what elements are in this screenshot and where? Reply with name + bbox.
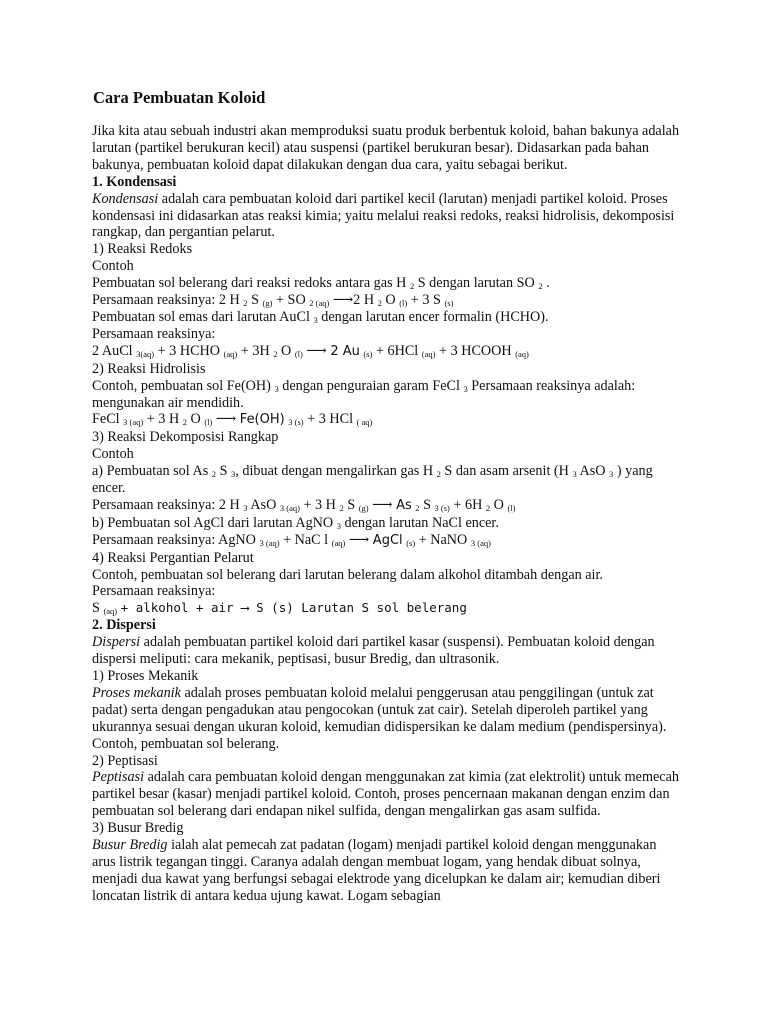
hidrolisis-text: Contoh, pembuatan sol Fe(OH) $_3$ dengan penguraian garam FeCl $_3$ Persamaan reaksinya adalah: mengunakan air mendidih.	[92, 377, 636, 411]
pelarut-equation: S $_{(aq)}$ + alkohol + air ⟶ S (s) Larutan S sol belerang	[92, 600, 467, 617]
bredig-paragraph: Busur Bredig ialah alat pemecah zat padatan (logam) menjadi partikel koloid dengan menggunakan arus listrik tegangan tinggi. Caranya adalah dengan membuat logam, yang hendak dibuat solnya, menjadi dua kawat yang berfungsi sebagai elektrode yang dicelupkan ke dalam air; kemudian diberi loncatan listrik di antara kedua ujung kawat. Logam sebagian	[92, 837, 661, 904]
page-title: Cara Pembuatan Koloid	[93, 88, 266, 107]
subheading-peptisasi: 2) Peptisasi	[92, 752, 158, 769]
section-heading-dispersi: 2. Dispersi	[92, 617, 156, 634]
subheading-hidrolisis: 2) Reaksi Hidrolisis	[92, 360, 206, 377]
dekomposisi-equation-a: Persamaan reaksinya: 2 H $_3$ AsO $_{3 (aq)}$ + 3 H $_2$ S $_{(g)}$ ⟶ As $_2$ S $_{3 (s)}$ + 6H $_2$ O $_{(l)}$	[92, 496, 516, 513]
term-peptisasi: Peptisasi	[92, 769, 145, 786]
subheading-bredig: 3) Busur Bredig	[92, 820, 184, 837]
term-dispersi: Dispersi	[92, 634, 141, 651]
hidrolisis-equation: FeCl $_{3 (aq)}$ + 3 H $_2$ O $_{(l)}$ ⟶ Fe(OH) $_{3 (s)}$ + 3 HCl $_{( aq)}$	[92, 411, 373, 428]
redoks-text-1: Pembuatan sol belerang dari reaksi redoks antara gas H $_2$ S dengan larutan SO $_2$ .	[92, 275, 550, 292]
kondensasi-paragraph	[92, 191, 682, 242]
term-mekanik: Proses mekanik	[92, 684, 181, 701]
intro-paragraph: Jika kita atau sebuah industri akan memproduksi suatu produk berbentuk koloid, bahan bakunya adalah larutan (partikel berukuran kecil) atau suspensi (partikel berukuran besar). Didasarkan pada bahan bakunya, pembuatan koloid dapat dilakukan dengan dua cara, yaitu sebagai berikut.	[92, 123, 680, 173]
redoks-equation-2: 2 AuCl $_{3(aq)}$ + 3 HCHO $_{(aq)}$ + 3H $_2$ O $_{(l)}$ ⟶ 2 Au $_{(s)}$ + 6HCl $_{(aq)}$ + 3 HCOOH $_{(aq)}$	[92, 342, 529, 359]
subheading-pelarut: 4) Reaksi Pergantian Pelarut	[92, 549, 254, 566]
dispersi-paragraph: Dispersi adalah pembuatan partikel koloid dari partikel kasar (suspensi). Pembuatan koloid dengan dispersi meliputi: cara mekanik, peptisasi, busur Bredig, dan ultrasonik.	[92, 634, 655, 668]
pelarut-text: Contoh, pembuatan sol belerang dari larutan belerang dalam alkohol ditambah dengan air.	[92, 566, 603, 583]
subheading-mekanik: 1) Proses Mekanik	[92, 668, 199, 684]
pelarut-equation-label: Persamaan reaksinya:	[92, 583, 216, 600]
term-kondensasi: Kondensasi	[92, 190, 159, 207]
redoks-equation-label-2: Persamaan reaksinya:	[92, 325, 216, 342]
label-contoh-2: Contoh	[92, 446, 134, 463]
term-bredig: Busur Bredig	[92, 837, 168, 854]
section-heading-kondensasi: 1. Kondensasi	[92, 173, 177, 190]
redoks-equation-1: Persamaan reaksinya: 2 H $_2$ S $_{(g)}$ + SO $_{2 (aq)}$ ⟶2 H $_2$ O $_{(l)}$ + 3 S $_{(s)}$	[92, 292, 454, 309]
dekomposisi-text-a: a) Pembuatan sol As $_2$ S $_3$, dibuat dengan mengalirkan gas H $_2$ S dan asam arsenit (H $_3$ AsO $_3$ ) yang encer.	[92, 463, 653, 497]
kondensasi-definition: adalah cara pembuatan koloid dari partikel kecil (larutan) menjadi partikel koloid. Proses kondensasi ini didasarkan atas reaksi kimia; yaitu melalui reaksi redoks, reaksi hidrolisis, dekomposisi rangkap, dan pergantian pelarut.	[92, 190, 675, 241]
peptisasi-paragraph: Peptisasi adalah cara pembuatan koloid dengan menggunakan zat kimia (zat elektrolit) untuk memecah partikel besar (kasar) menjadi partikel koloid. Contoh, proses pencernaan makanan dengan enzim dan pembuatan sol belerang dari endapan nikel sulfida, dengan mengalirkan gas asam sulfida.	[92, 769, 679, 820]
dekomposisi-equation-b: Persamaan reaksinya: AgNO $_{3 (aq)}$ + NaC l $_{(aq)}$ ⟶ AgCl $_{(s)}$ + NaNO $_{3 (aq)}$	[92, 531, 491, 548]
mekanik-paragraph: Proses mekanik adalah proses pembuatan koloid melalui penggerusan atau penggilingan (untuk zat padat) serta dengan pengadukan atau pengocokan (untuk zat cair). Setelah diperoleh partikel yang ukurannya sesuai dengan ukuran koloid, kemudian didispersikan ke dalam medium (pendispersinya). Contoh, pembuatan sol belerang.	[92, 684, 667, 752]
subheading-dekomposisi: 3) Reaksi Dekomposisi Rangkap	[92, 429, 279, 446]
redoks-text-2: Pembuatan sol emas dari larutan AuCl $_3$ dengan larutan encer formalin (HCHO).	[92, 308, 549, 325]
subheading-redoks: 1) Reaksi Redoks	[92, 241, 193, 258]
label-contoh: Contoh	[92, 258, 134, 275]
document-body	[92, 123, 682, 905]
dekomposisi-text-b: b) Pembuatan sol AgCl dari larutan AgNO $_3$ dengan larutan NaCl encer.	[92, 514, 499, 531]
